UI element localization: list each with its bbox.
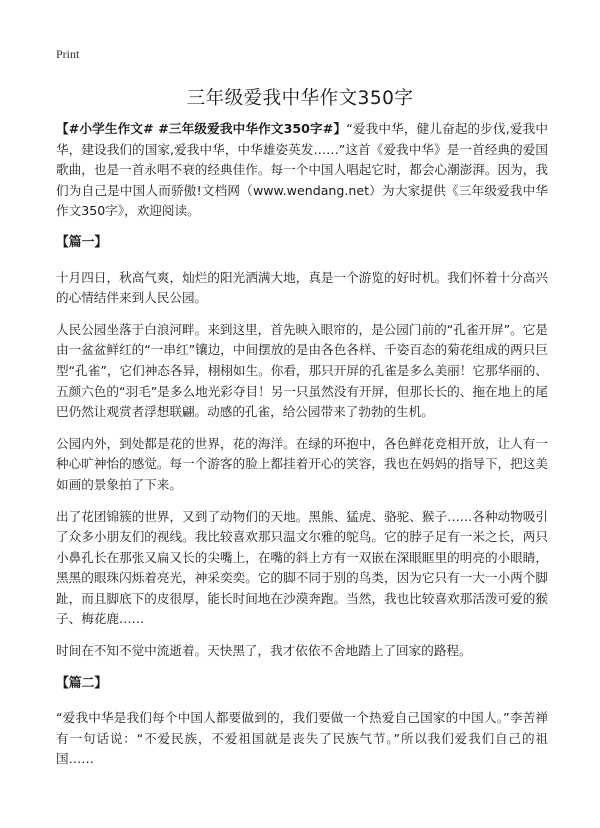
intro-text: “爱我中华，健儿奋起的步伐,爱我中华，建设我们的国家,爱我中华，中华雄姿英发……”这首《爱我中华》是一首经典的爱国歌曲，也是一首永唱不衰的经典佳作。每一个中国人唱起它时，都会心潮澎湃。因为，我们为自己是中国人而骄傲!文档网（www.wendang.net）为大家提供《三年级爱我中华作文350字》，欢迎阅读。 xyxy=(56,121,549,219)
paragraph: 时间在不知不觉中流逝着。天快黑了，我才依依不舍地踏上了回家的路程。 xyxy=(56,643,472,659)
section-heading-1: 【篇一】 xyxy=(56,234,108,250)
print-label: Print xyxy=(56,47,80,61)
page-title: 三年级爱我中华作文350字 xyxy=(186,88,414,109)
paragraph: “爱我中华是我们每个中国人都要做到的，我们要做一个热爱自己国家的中国人。”李苦禅有一句话说：“不爱民族，不爱祖国就是丧失了民族气节。”所以我们爱我们自己的祖国…… xyxy=(56,710,548,767)
paragraph: 人民公园坐落于白浪河畔。来到这里，首先映入眼帘的，是公园门前的“孔雀开屏”。它是由一盆盆鲜红的“一串红”镶边，中间摆放的是由各色各样、千姿百态的菊花组成的两只巨型“孔雀”，它们神态各异，栩栩如生。你看，那只开屏的孔雀是多么美丽！它那华丽的、五颜六色的“羽毛”是多么地光彩夺目！另一只虽然没有开屏，但那长长的、拖在地上的尾巴仍然让观赏者浮想联翩。动感的孔雀，给公园带来了勃勃的生机。 xyxy=(56,321,548,420)
paragraph: 出了花团锦簇的世界，又到了动物们的天地。黑熊、猛虎、骆驼、猴子……各种动物吸引了众多小朋友们的视线。我比较喜欢那只温文尔雅的鸵鸟。它的脖子足有一米之长，两只小鼻孔长在那张又扁又长的尖嘴上，在嘴的斜上方有一双嵌在深眼眶里的明亮的小眼睛，黑黑的眼珠闪烁着亮光，神采奕奕。它的脚不同于别的鸟类，因为它只有一大一小两个脚趾，而且脚底下的皮很厚，能长时间地在沙漠奔跑。当然，我也比较喜欢那活泼可爱的猴子、梅花鹿…… xyxy=(56,508,548,627)
section-heading-2: 【篇二】 xyxy=(56,675,108,691)
intro-paragraph xyxy=(56,119,548,222)
document-body xyxy=(56,119,548,781)
paragraph: 十月四日，秋高气爽，灿烂的阳光洒满大地，真是一个游览的好时机。我们怀着十分高兴的心情结伴来到人民公园。 xyxy=(56,269,548,306)
intro-tags: 【#小学生作文# #三年级爱我中华作文350字#】 xyxy=(56,121,347,136)
paragraph: 公园内外，到处都是花的世界，花的海洋。在绿的环抱中，各色鲜花竞相开放，让人有一种心旷神怡的感觉。每一个游客的脸上都挂着开心的笑容，我也在妈妈的指导下，把这美如画的景象拍了下来。 xyxy=(56,435,548,492)
